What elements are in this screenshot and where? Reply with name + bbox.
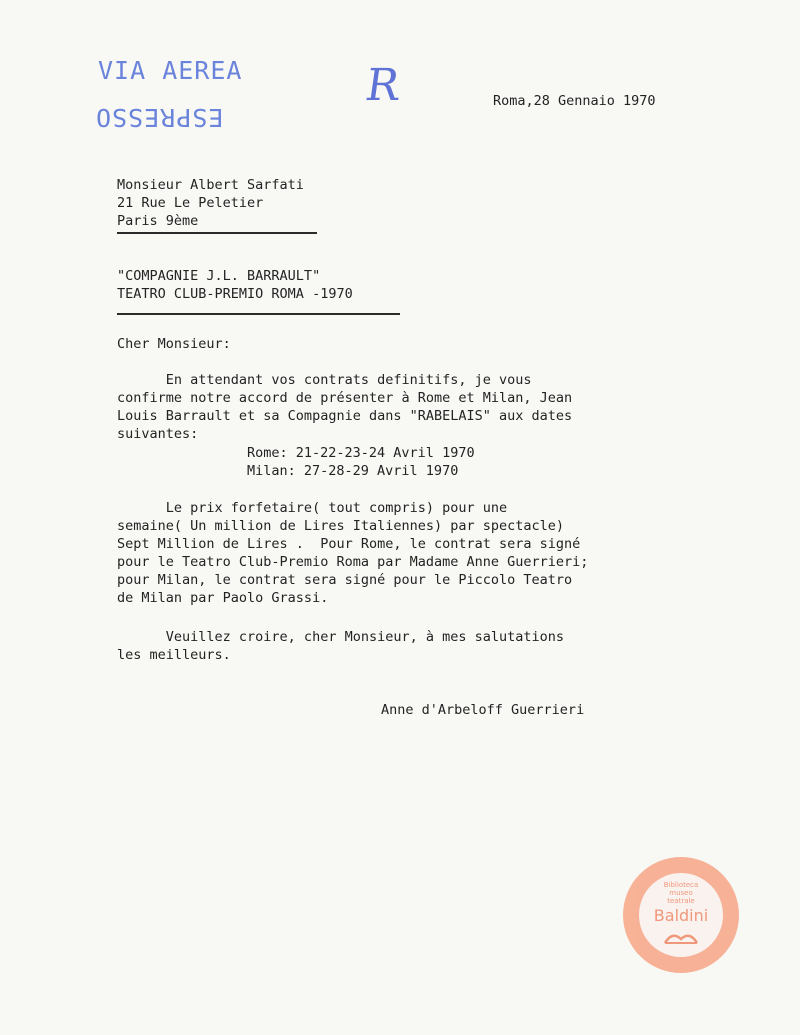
recipient-street: 21 Rue Le Peletier: [117, 195, 264, 211]
milan-dates: Milan: 27-28-29 Avril 1970: [247, 463, 459, 479]
recipient-city: Paris 9ème: [117, 213, 199, 229]
paragraph1-line: confirme notre accord de présenter à Rome et Milan, Jean: [117, 390, 573, 406]
baldini-library-logo: [623, 857, 739, 973]
closing-line: les meilleurs.: [117, 647, 231, 663]
date-line: Roma,28 Gennaio 1970: [493, 93, 656, 109]
subject-line-1: "COMPAGNIE J.L. BARRAULT": [117, 268, 321, 284]
via-aerea-stamp: VIA AEREA: [98, 56, 243, 85]
paragraph2-line: Le prix forfetaire( tout compris) pour une: [117, 500, 508, 516]
paragraph2-line: semaine( Un million de Lires Italiennes) par spectacle): [117, 518, 565, 534]
logo-name: Baldini: [653, 906, 709, 925]
handwritten-mark: R: [362, 60, 403, 111]
subject-underline: [117, 313, 400, 315]
subject-line-2: TEATRO CLUB-PREMIO ROMA -1970: [117, 286, 353, 302]
open-book-icon: [663, 929, 699, 945]
closing-line: Veuillez croire, cher Monsieur, à mes salutations: [117, 629, 565, 645]
paragraph2-line: pour Milan, le contrat sera signé pour le Piccolo Teatro: [117, 572, 573, 588]
paragraph1-line: Louis Barrault et sa Compagnie dans "RABELAIS" aux dates: [117, 408, 573, 424]
paragraph2-line: Sept Million de Lires . Pour Rome, le contrat sera signé: [117, 536, 581, 552]
salutation: Cher Monsieur:: [117, 336, 231, 352]
paragraph2-line: pour le Teatro Club-Premio Roma par Madame Anne Guerrieri;: [117, 554, 589, 570]
espresso-stamp: ESPRESSO: [95, 103, 224, 132]
paragraph2-line: de Milan par Paolo Grassi.: [117, 590, 329, 606]
rome-dates: Rome: 21-22-23-24 Avril 1970: [247, 445, 475, 461]
logo-small-text: Biblioteca museo teatrale: [663, 881, 699, 905]
signature: Anne d'Arbeloff Guerrieri: [381, 702, 585, 718]
address-underline: [117, 232, 317, 234]
recipient-name: Monsieur Albert Sarfati: [117, 177, 304, 193]
paragraph1-line: En attendant vos contrats definitifs, je vous: [117, 372, 532, 388]
paragraph1-line: suivantes:: [117, 426, 199, 442]
